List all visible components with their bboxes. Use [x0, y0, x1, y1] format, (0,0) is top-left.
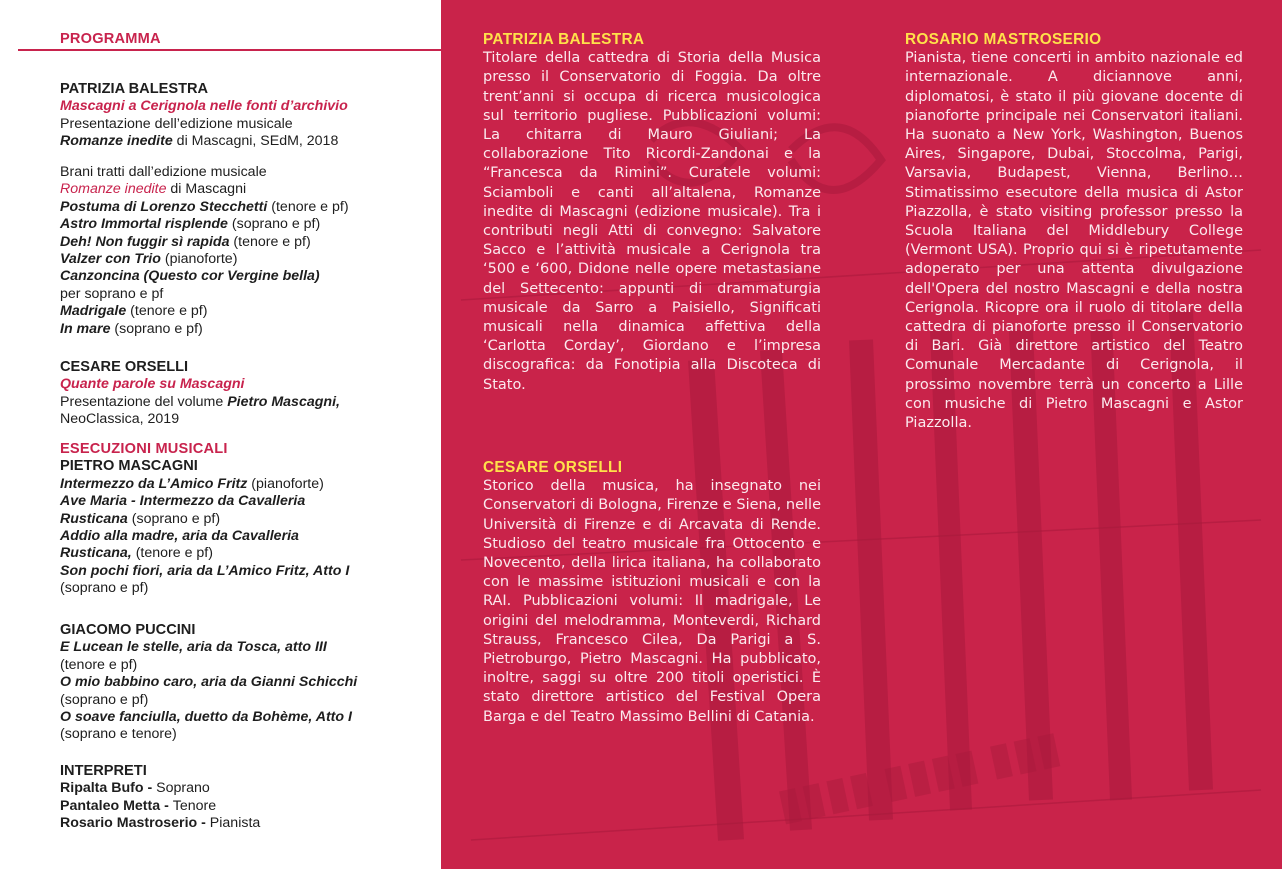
program-heading-block	[60, 31, 161, 48]
balestra-block	[60, 81, 348, 151]
performer-item	[60, 815, 260, 832]
excerpt-note: (tenore e pf)	[267, 198, 349, 215]
presentation-line	[60, 394, 340, 411]
piece-title: Son pochi fiori, aria da L’Amico Fritz, Atto I	[60, 562, 350, 579]
piece-line	[60, 639, 357, 656]
piece-note: (tenore e pf)	[60, 656, 138, 673]
piece-title: Rusticana	[60, 510, 128, 527]
performer-role: Tenore	[172, 797, 217, 814]
piece-title: Intermezzo da L’Amico Fritz	[60, 475, 248, 492]
bio-title: ROSARIO MASTROSERIO	[905, 31, 1102, 48]
excerpt-note: (pianoforte)	[160, 251, 238, 268]
performer-name: Rosario Mastroserio -	[60, 815, 210, 832]
excerpt-title: Postuma di Lorenzo Stecchetti	[60, 198, 268, 215]
piece-note: (soprano e pf)	[127, 510, 221, 527]
performances-heading: ESECUZIONI MUSICALI	[60, 441, 228, 457]
piece-line	[60, 657, 357, 674]
book-line	[60, 133, 348, 150]
piece-line	[60, 511, 349, 528]
excerpt-item	[60, 321, 349, 338]
speaker-name: PATRIZIA BALESTRA	[60, 81, 209, 97]
excerpt-item	[60, 199, 349, 216]
watermark-mark: ▮▮▮▮ ▮▮▮▮ ▮▮▮	[772, 721, 1066, 830]
piece-line	[60, 726, 357, 743]
performer-name: Pantaleo Metta -	[60, 797, 173, 814]
piece-title: Addio alla madre, aria da Cavalleria	[60, 528, 299, 545]
talk-title: Quante parole su Mascagni	[60, 376, 245, 393]
excerpt-title: Astro Immortal risplende	[60, 216, 228, 233]
piece-title: O soave fanciulla, duetto da Bohème, Atto I	[60, 709, 352, 726]
performer-name: Ripalta Bufo -	[60, 780, 157, 797]
orselli-block	[60, 359, 340, 429]
performances-block	[60, 441, 349, 598]
excerpt-item	[60, 303, 349, 320]
piece-line	[60, 493, 349, 510]
piece-note: (pianoforte)	[247, 475, 324, 492]
piece-line	[60, 580, 349, 597]
speaker-name: CESARE ORSELLI	[60, 359, 189, 375]
piece-line	[60, 528, 349, 545]
divider-line	[18, 49, 441, 51]
excerpt-title: Valzer con Trio	[60, 251, 161, 268]
bio-balestra	[483, 30, 821, 395]
book-title: Pietro Mascagni,	[227, 393, 340, 410]
bio-mastroserio	[905, 30, 1243, 433]
piece-note: (soprano e tenore)	[60, 726, 177, 743]
bios-panel	[441, 0, 1282, 869]
piece-title: Rusticana,	[60, 545, 132, 562]
bio-orselli	[483, 458, 821, 727]
piece-title: O mio babbino caro, aria da Gianni Schicchi	[60, 674, 358, 691]
excerpts-block	[60, 164, 349, 338]
excerpt-note: (tenore e pf)	[229, 233, 311, 250]
book-details: di Mascagni, SEdM, 2018	[172, 133, 339, 150]
excerpt-note: (soprano e pf)	[110, 320, 203, 337]
performer-role: Pianista	[209, 815, 261, 832]
presentation-line: Presentazione dell’edizione musicale	[60, 115, 293, 132]
program-heading: PROGRAMMA	[60, 31, 161, 47]
excerpt-note: (soprano e pf)	[227, 216, 321, 233]
edition-details: di Mascagni	[166, 181, 247, 198]
composer-name: GIACOMO PUCCINI	[60, 622, 196, 638]
performers-heading: INTERPRETI	[60, 763, 147, 779]
publisher: NeoClassica, 2019	[60, 411, 180, 428]
excerpt-title: Deh! Non fuggir sì rapida	[60, 233, 230, 250]
excerpt-title: Madrigale	[60, 303, 127, 320]
excerpt-note: per soprano e pf	[60, 285, 164, 302]
program-panel	[0, 0, 441, 869]
piece-line	[60, 692, 357, 709]
puccini-block	[60, 622, 357, 744]
performer-item	[60, 798, 260, 815]
piece-line	[60, 563, 349, 580]
composer-name: PIETRO MASCAGNI	[60, 458, 198, 475]
excerpt-note: (tenore e pf)	[126, 303, 208, 320]
excerpts-intro: Brani tratti dall’edizione musicale	[60, 164, 267, 180]
performer-role: Soprano	[156, 780, 210, 797]
presentation-prefix: Presentazione del volume	[60, 393, 228, 410]
piece-line	[60, 674, 357, 691]
excerpt-item	[60, 216, 349, 233]
piece-line	[60, 545, 349, 562]
bio-text: Pianista, tiene concerti in ambito nazionale ed internazionale. A diciannove anni, diplomatosi, è stato il più giovane docente di pianoforte principale nei Conservatori italiani. Ha suonato a New York, Washington, Buenos Aires, Singapore, Dubai, Stoccolma, Parigi, Varsavia, Budapest, Vienna, Berlino… Stimatissimo esecutore della musica di Astor Piazzolla, è stato visiting professor presso la Scuola Italiana del Middlebury College (Vermont USA). Proprio qui si è ripetutamente adoperato per una attenta divulgazione dell'Opera del nostro Mascagni e della nostra Cerignola. Ricopre ora il ruolo di titolare della cattedra di pianoforte presso il Conservatorio di Bari. Già direttore artistico del Teatro Comunale Mercadante di Cerignola, il prossimo novembre terrà un concerto a Lille con musiche di Pietro Mascagni e Astor Piazzolla.	[905, 50, 1243, 432]
talk-title: Mascagni a Cerignola nelle fonti d’archivio	[60, 98, 348, 115]
excerpt-title: Canzoncina (Questo cor Vergine bella)	[60, 268, 320, 285]
excerpt-item	[60, 251, 349, 268]
bio-text: Storico della musica, ha insegnato nei Conservatori di Bologna, Firenze e Siena, nelle Università di Firenze e di Arcavata di Rende. Studioso del teatro musicale fra Ottocento e Novecento, della lirica italiana, ha collaborato con le massime istituzioni musicali e con la RAI. Pubblicazioni volumi: Il madrigale, Le origini del melodramma, Monteverdi, Richard Strauss, Francesco Cilea, Da Parigi a S. Pietroburgo, Pietro Mascagni. Ha pubblicato, inoltre, saggi su oltre 200 titoli operistici. È stato direttore artistico del Festival Opera Barga e del Teatro Massimo Bellini di Catania.	[483, 478, 821, 725]
piece-line	[60, 476, 349, 493]
excerpt-item	[60, 234, 349, 251]
bio-title: CESARE ORSELLI	[483, 459, 623, 476]
excerpt-item	[60, 286, 349, 303]
bio-text: Titolare della cattedra di Storia della Musica presso il Conservatorio di Foggia. Da oltre trent’anni si occupa di ricerca musicologica sul territorio pugliese. Pubblicazioni volumi: La chitarra di Mauro Giuliani; La collaborazione Tito Ricordi-Zandonai e la “Francesca da Rimini”. Curatele volumi: Sciamboli e canti all’altalena, Romanze inedite di Mascagni (edizione musicale). Tra i contributi negli Atti di convegno: Salvatore Sacco e l’attività musicale a Cerignola tra ‘500 e ‘600, Didone nelle opere metastasiane del Settecento: appunti di drammaturgia musicale da Sarro a Paisiello, Significati musicali nella dinamica affettiva della ‘Carlotta Corday’, Giordano e l’impresa discografica: da Fonotipia alla Discoteca di Stato.	[483, 50, 821, 393]
piece-note: (soprano e pf)	[60, 691, 149, 708]
performer-item	[60, 780, 260, 797]
piece-title: Ave Maria - Intermezzo da Cavalleria	[60, 493, 306, 510]
edition-line	[60, 181, 349, 198]
performers-block	[60, 763, 260, 833]
bio-title: PATRIZIA BALESTRA	[483, 31, 645, 48]
piece-note: (soprano e pf)	[60, 580, 149, 597]
book-title: Romanze inedite	[60, 133, 173, 150]
piece-title: E Lucean le stelle, aria da Tosca, atto III	[60, 639, 327, 656]
excerpt-title: In mare	[60, 320, 111, 337]
piece-note: (tenore e pf)	[131, 545, 213, 562]
edition-title: Romanze inedite	[60, 181, 167, 198]
excerpt-item	[60, 268, 349, 285]
piece-line	[60, 709, 357, 726]
